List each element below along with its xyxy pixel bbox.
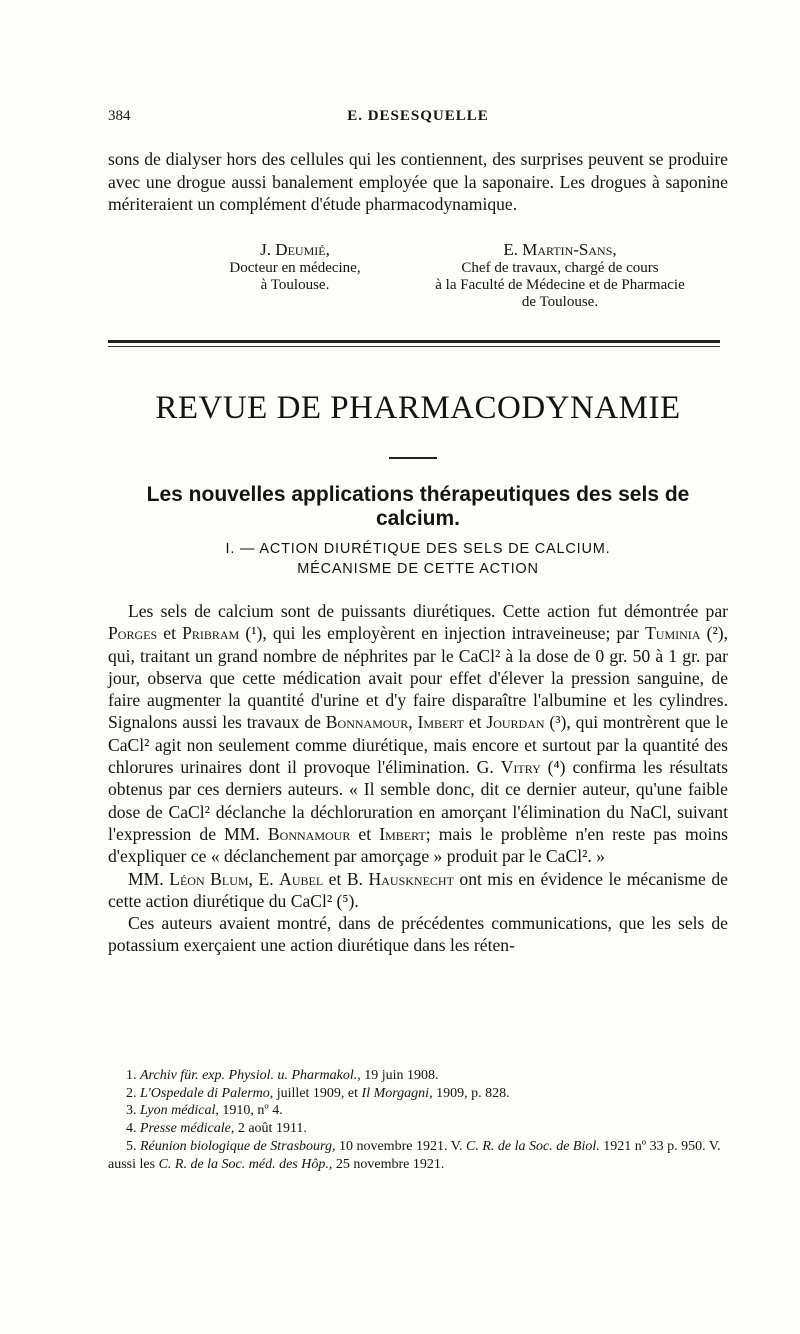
article-body — [108, 600, 728, 957]
author-name: Pribram — [182, 623, 240, 644]
page-number: 384 — [108, 108, 131, 124]
signature-left-city: à Toulouse. — [260, 277, 330, 293]
author-name: Imbert — [417, 712, 464, 733]
section-divider-thick — [108, 340, 720, 343]
body-paragraph-1: Les sels de calcium sont de puissants diurétiques. Cette action fut démontrée par Porges et Pribram (¹), qui les employèrent en injection intraveineuse; par Tuminia (²), qui, traitant un grand nombre de néphrites par le CaCl² à la dose de 0 gr. 50 à 1 gr. par jour, observa que cette médication avait pour effet d'élever la pression sanguine, de faire augmenter la quantité d'urine et d'y faire disparaître l'albumine et les cylindres. Signalons aussi les travaux de Bonnamour, Imbert et Jourdan (³), qui montrèrent que le CaCl² agit non seulement comme diurétique, mais encore et surtout par la quantité des chlorures urinaires dont il provoque l'élimination. G. Vitry (⁴) confirma les résultats obtenus par ces derniers auteurs. « Il semble donc, dit ce dernier auteur, qu'une faible dose de CaCl² déclanche la déchloruration en amorçant l'élimination du NaCl, suivant l'expression de MM. Bonnamour et Imbert; mais le problème n'en reste pas moins d'expliquer ce « déclanchement par amorçage » produit par le CaCl². » — [108, 601, 729, 867]
footnote-4: 4. Presse médicale, 2 août 1911. — [126, 1121, 307, 1137]
signature-left-title: Docteur en médecine, — [229, 260, 361, 276]
running-author: E. DESESQUELLE — [347, 108, 489, 124]
section-divider-thin — [108, 346, 720, 347]
footnote-3: 3. Lyon médical, 1910, nº 4. — [126, 1103, 283, 1119]
article-title: Les nouvelles applications thérapeutiques des sels de calcium. — [146, 483, 690, 530]
subheading-line-2: MÉCANISME DE CETTE ACTION — [297, 561, 539, 577]
author-name: Porges — [108, 623, 158, 644]
author-name: Bonnamour — [267, 823, 351, 844]
body-paragraph-2: MM. Léon Blum, E. Aubel et B. Hausknecht ont mis en évidence le mécanisme de cette action diurétique du CaCl² (⁵). — [108, 868, 728, 911]
title-rule — [389, 457, 437, 459]
author-name: Imbert — [379, 823, 426, 844]
signature-right-faculty: à la Faculté de Médecine et de Pharmacie — [435, 277, 685, 293]
subheading-line-1: I. — ACTION DIURÉTIQUE DES SELS DE CALCIUM. — [225, 541, 611, 557]
author-name: Aubel — [279, 868, 324, 889]
author-name: Bonnamour — [325, 712, 409, 733]
author-name: Léon Blum — [169, 868, 249, 889]
author-name: Hausknecht — [368, 868, 454, 889]
signature-left-name: J. Deumié, — [260, 240, 330, 259]
author-name: Jourdan — [486, 712, 545, 733]
footnote-1: 1. Archiv für. exp. Physiol. u. Pharmakol., 19 juin 1908. — [126, 1068, 439, 1083]
section-title: REVUE DE PHARMACODYNAMIE — [155, 390, 681, 426]
signature-right-name: E. Martin-Sans, — [503, 240, 617, 259]
running-header — [108, 108, 728, 130]
intro-paragraph: sons de dialyser hors des cellules qui les contiennent, des surprises peuvent se produire avec une drogue aussi banalement employée que la saponaire. Les drogues à saponine mériteraient un complément d'étude pharmacodynamique. — [108, 149, 728, 215]
signature-right-city: de Toulouse. — [521, 294, 599, 310]
footnote-5: 5. Réunion biologique de Strasbourg, 10 novembre 1921. V. C. R. de la Soc. de Biol. 1921 nº 33 p. 950. V. aussi les C. R. de la Soc. méd. des Hôp., 25 novembre 1921. — [108, 1138, 721, 1172]
author-name: Tuminia — [645, 623, 701, 644]
signature-right-title: Chef de travaux, chargé de cours — [461, 260, 659, 276]
footnotes — [108, 1067, 733, 1173]
footnote-2: 2. L'Ospedale di Palermo, juillet 1909, et Il Morgagni, 1909, p. 828. — [126, 1085, 510, 1101]
signature-left — [200, 240, 390, 294]
signature-right — [370, 240, 750, 311]
body-paragraph-3: Ces auteurs avaient montré, dans de précédentes communications, que les sels de potassium exerçaient une action diurétique dans les réten- — [108, 913, 728, 956]
author-name: Vitry — [500, 757, 541, 778]
